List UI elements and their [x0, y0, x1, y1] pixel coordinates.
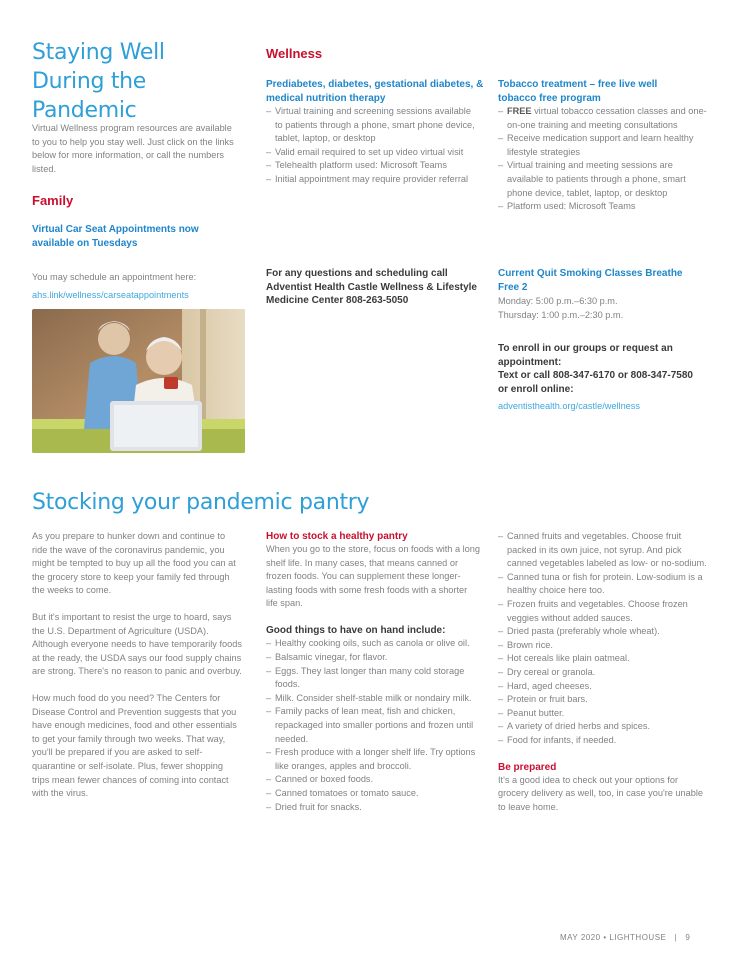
free-classes-text: virtual tobacco cessation classes and one-on-one training and meeting consultations — [507, 106, 707, 130]
car-seat-link[interactable]: ahs.link/wellness/carseatappointments — [32, 290, 189, 300]
list-item: – Canned fruits and vegetables. Choose fruit packed in its own juice, not syrup. And pick canned vegetables labeled as low- or no-sodium. — [498, 530, 708, 571]
list-item: – Eggs. They last longer than many cold storage foods. — [266, 665, 481, 692]
list-item: – Food for infants, if needed. — [498, 734, 708, 748]
list-item: – Initial appointment may require provider referral — [266, 173, 481, 187]
car-seat-subheading: Virtual Car Seat Appointments now available on Tuesdays — [32, 224, 199, 249]
diabetes-subheading: Prediabetes, diabetes, gestational diabetes, & medical nutrition therapy — [266, 79, 484, 104]
good-things-heading: Good things to have on hand include: — [266, 624, 446, 636]
pantry-col-3 — [498, 530, 708, 814]
free-label: FREE — [507, 106, 532, 116]
class-thursday: Thursday: 1:00 p.m.–2:30 p.m. — [498, 309, 624, 320]
class-monday: Monday: 5:00 p.m.–6:30 p.m. — [498, 296, 618, 306]
list-item: – Telehealth platform used: Microsoft Teams — [266, 159, 481, 173]
good-things-list — [266, 637, 481, 814]
list-item: – Hard, aged cheeses. — [498, 680, 708, 694]
list-item: – Canned or boxed foods. — [266, 773, 481, 787]
list-item — [498, 105, 708, 132]
tobacco-subheading: Tobacco treatment – free live well tobacco free program — [498, 79, 658, 104]
list-item: – Family packs of lean meat, fish and chicken, repackaged into smaller portions and frozen until needed. — [266, 705, 481, 746]
couple-laptop-photo — [32, 309, 245, 453]
pantry-col-1 — [32, 530, 242, 801]
diabetes-list — [266, 105, 481, 187]
quit-smoking-heading: Current Quit Smoking Classes Breathe Free 2 — [498, 268, 683, 293]
family-heading: Family — [32, 193, 74, 208]
pantry-title: Stocking your pandemic pantry — [32, 490, 370, 515]
footer-divider: | — [669, 933, 683, 942]
footer-text: MAY 2020 • LIGHTHOUSE — [560, 933, 667, 942]
wellness-contact: For any questions and scheduling call Adventist Health Castle Wellness & Lifestyle Medicine Center 808-263-5050 — [266, 268, 477, 306]
how-to-stock-heading: How to stock a healthy pantry — [266, 531, 408, 542]
list-item: – Valid email required to set up video virtual visit — [266, 146, 481, 160]
tobacco-list — [498, 105, 708, 214]
list-item: – Peanut butter. — [498, 707, 708, 721]
list-item: – Canned tomatoes or tomato sauce. — [266, 787, 481, 801]
pantry-para-3: How much food do you need? The Centers for Disease Control and Prevention suggests that you have enough medicines, food and other essentials to get your family through two weeks. That way, you'll be prepared if you are asked to self-quarantine or self-isolate. Plus, fewer shopping trips mean fewer chances of coming into contact with the virus. — [32, 692, 237, 799]
page-number: 9 — [685, 933, 691, 942]
class-schedule — [498, 295, 708, 322]
wellness-heading: Wellness — [266, 46, 323, 61]
how-to-stock-body: When you go to the store, focus on foods with a long shelf life. In many cases, that means canned or frozen foods. You can supplement these longer-lasting foods with some fresh foods with a shorter life span. — [266, 544, 480, 609]
list-item: – Milk. Consider shelf-stable milk or nondairy milk. — [266, 692, 481, 706]
list-item: – Healthy cooking oils, such as canola or olive oil. — [266, 637, 481, 651]
photo-illustration — [32, 309, 245, 453]
staying-well-title: Staying Well During the Pandemic — [32, 40, 165, 123]
list-item: – Platform used: Microsoft Teams — [498, 200, 708, 214]
enroll-block — [498, 342, 703, 414]
be-prepared-body: It's a good idea to check out your options for grocery delivery as well, too, in case you're unable to leave home. — [498, 774, 704, 812]
list-item: – Virtual training and meeting sessions are available to patients through a phone, smart phone device, tablet, laptop, or desktop — [498, 159, 708, 200]
enroll-link[interactable]: adventisthealth.org/castle/wellness — [498, 401, 640, 411]
enroll-heading: To enroll in our groups or request an appointment: — [498, 343, 673, 368]
page-footer — [560, 933, 690, 942]
enroll-contact: Text or call 808-347-6170 or 808-347-7580 or enroll online: — [498, 370, 693, 395]
list-item: – Balsamic vinegar, for flavor. — [266, 651, 481, 665]
pantry-para-1: As you prepare to hunker down and continue to ride the wave of the coronavirus pandemic, you might be tempted to buy up all the food you can at the grocery store to keep your family fed through the weeks to come. — [32, 531, 236, 596]
pantry-para-2: But it's important to resist the urge to hoard, says the U.S. Department of Agriculture (USDA). Although everyone needs to have temporarily foods at the ready, the USDA says our food supply chains are strong. There's no reason to panic and overbuy. — [32, 611, 242, 677]
list-item: – Receive medication support and learn healthy lifestyle strategies — [498, 132, 708, 159]
pantry-list-2 — [498, 530, 708, 748]
car-seat-body: You may schedule an appointment here: — [32, 272, 197, 282]
list-item: – Virtual training and screening sessions available to patients through a phone, smart phone device, tablet, laptop, or desktop — [266, 105, 481, 146]
list-item: – Frozen fruits and vegetables. Choose frozen veggies without added sauces. — [498, 598, 708, 625]
list-item: – Dried fruit for snacks. — [266, 801, 481, 815]
list-item: – Canned tuna or fish for protein. Low-sodium is a healthy choice here too. — [498, 571, 708, 598]
list-item: – Hot cereals like plain oatmeal. — [498, 652, 708, 666]
list-item: – Protein or fruit bars. — [498, 693, 708, 707]
list-item: – Dried pasta (preferably whole wheat). — [498, 625, 708, 639]
list-item: – A variety of dried herbs and spices. — [498, 720, 708, 734]
list-item: – Dry cereal or granola. — [498, 666, 708, 680]
list-item: – Brown rice. — [498, 639, 708, 653]
car-seat-text — [32, 267, 247, 303]
be-prepared-heading: Be prepared — [498, 761, 557, 773]
pantry-col-2 — [266, 530, 481, 814]
staying-well-intro: Virtual Wellness program resources are available to you to help you stay well. Just click on the links below for more information, or call the numbers listed. — [32, 123, 234, 174]
list-item: – Fresh produce with a longer shelf life. Try options like oranges, apples and broccoli. — [266, 746, 481, 773]
